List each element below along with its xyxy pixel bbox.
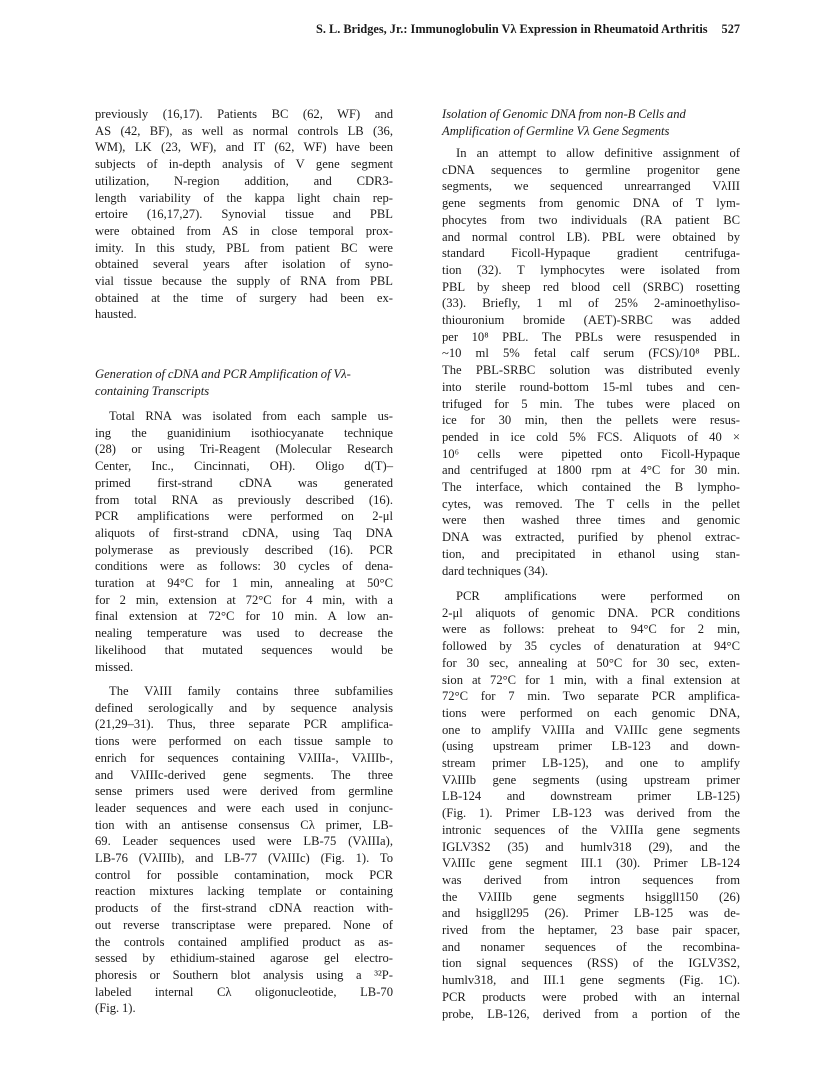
text-line: WM), LK (23, WF), and IT (62, WF) have been <box>95 140 393 155</box>
paragraph <box>95 683 393 1017</box>
text-line: AS (42, BF), as well as normal controls LB (36, <box>95 123 393 138</box>
text-line: VλIIIb gene segments (using upstream primer <box>442 772 740 787</box>
text-line: Total RNA was isolated from each sample us- <box>109 409 393 423</box>
text-line: were as follows: preheat to 94°C for 2 min, <box>442 622 740 637</box>
text-line: phocytes from two individuals (RA patient BC <box>442 212 740 227</box>
text-line: Generation of cDNA and PCR Amplification of Vλ- <box>95 367 351 381</box>
text-line: trifuged for 5 min. The tubes were placed on <box>442 396 740 411</box>
text-line: PBL by sheep red blood cell (SRBC) rosetting <box>442 279 740 294</box>
text-line: from total RNA as previously described (16). <box>95 492 393 507</box>
text-line: turation at 94°C for 1 min, annealing at 50°C <box>95 576 393 591</box>
text-line: containing Transcripts <box>95 383 210 398</box>
text-line: missed. <box>95 659 134 674</box>
text-line: likelihood that mutated sequences would be <box>95 642 393 657</box>
text-line: rived from the heptamer, 23 base pair spacer, <box>442 923 740 938</box>
text-line: reaction mixtures lacking template or containing <box>95 884 393 899</box>
text-line: per 10⁸ PBL. The PBLs were resuspended in <box>442 329 740 344</box>
section-heading <box>442 106 740 139</box>
text-line: In an attempt to allow definitive assignment of <box>456 146 740 160</box>
text-line: imity. In this study, PBL from patient BC were <box>95 240 393 255</box>
text-line: ertoire (16,17,27). Synovial tissue and PBL <box>95 207 393 222</box>
paragraph <box>95 408 393 675</box>
text-line: obtained at the time of surgery had been ex- <box>95 290 393 305</box>
text-line: conditions were as follows: 30 cycles of dena- <box>95 559 393 574</box>
text-line: pended in ice cold 5% FCS. Aliquots of 40 × <box>442 429 740 444</box>
text-line: vial tissue because the supply of RNA from PBL <box>95 274 393 289</box>
text-line: aliquots of first-strand cDNA, using Taq DNA <box>95 525 393 540</box>
text-line: (Fig. 1). Primer LB-123 was derived from the <box>442 806 740 821</box>
text-line: and hsiggll295 (26). Primer LB-125 was de- <box>442 906 740 921</box>
text-line: ing the guanidinium isothiocyanate technique <box>95 425 393 440</box>
text-line: and normal control LB). PBL were obtained by <box>442 229 740 244</box>
text-line: IGLV3S2 (35) and humlv318 (29), and the <box>442 839 740 854</box>
paragraph <box>95 106 393 323</box>
text-line: the VλIIIb gene segments hsiggll150 (26) <box>442 889 740 904</box>
text-line: tions were performed on each genomic DNA, <box>442 705 740 720</box>
text-line: tion, and precipitated in ethanol using stan- <box>442 546 740 561</box>
text-line: tion with an antisense consensus Cλ primer, LB- <box>95 817 393 832</box>
text-line: ice for 30 min, then the pellets were resus- <box>442 413 740 428</box>
text-line: sion at 72°C for 1 min, with a final extension at <box>442 672 740 687</box>
text-line: for 30 sec, annealing at 50°C for 30 sec, exten- <box>442 655 740 670</box>
text-line: into sterile round-bottom 15-ml tubes and cen- <box>442 379 740 394</box>
paragraph <box>442 145 740 579</box>
paragraph <box>442 588 740 1022</box>
text-line: gene segments from genomic DNA of T lym- <box>442 196 740 211</box>
text-line: The VλIII family contains three subfamilies <box>109 684 393 698</box>
text-line: dard techniques (34). <box>442 563 549 578</box>
text-line: products of the first-strand cDNA reaction with- <box>95 901 393 916</box>
text-line: segments, we sequenced unrearranged VλIII <box>442 179 740 194</box>
text-line: 72°C for 7 min. Two separate PCR amplifica- <box>442 689 740 704</box>
section-heading <box>95 366 393 399</box>
text-line: stream primer LB-125), and one to amplify <box>442 756 740 771</box>
text-line: PCR amplifications were performed on 2-μl <box>95 509 393 524</box>
text-line: (using upstream primer LB-123 and down- <box>442 739 740 754</box>
text-line: were then washed three times and genomic <box>442 513 740 528</box>
text-line: intronic sequences of the VλIIIa gene segments <box>442 822 740 837</box>
text-line: The interface, which contained the B lympho- <box>442 480 740 495</box>
text-line: PCR amplifications were performed on <box>456 589 740 603</box>
text-line: one to amplify VλIIIa and VλIIIc gene segments <box>442 722 740 737</box>
text-line: leader sequences and were each used in conjunc- <box>95 800 393 815</box>
text-line: standard Ficoll-Hypaque gradient centrifuga- <box>442 246 740 261</box>
text-line: were obtained from AS in close temporal prox- <box>95 223 393 238</box>
text-line: polymerase as previously described (16). PCR <box>95 542 393 557</box>
text-line: cytes, was removed. The T cells in the pellet <box>442 496 740 511</box>
running-header <box>180 22 740 37</box>
text-line: defined serologically and by sequence analysis <box>95 700 393 715</box>
text-line: final extension at 72°C for 10 min. A low an- <box>95 609 393 624</box>
text-line: thiouronium bromide (AET)-SRBC was added <box>442 313 740 328</box>
text-line: The PBL-SRBC solution was distributed evenly <box>442 363 740 378</box>
text-line: DNA was extracted, purified by phenol extrac- <box>442 530 740 545</box>
text-line: was derived from intron sequences from <box>442 872 740 887</box>
text-line: previously (16,17). Patients BC (62, WF) and <box>95 107 393 121</box>
text-line: Isolation of Genomic DNA from non-B Cells and <box>442 107 686 121</box>
running-title: S. L. Bridges, Jr.: Immunoglobulin Vλ Expression in Rheumatoid Arthritis <box>316 22 708 36</box>
text-line: PCR products were probed with an internal <box>442 989 740 1004</box>
text-line: (33). Briefly, 1 ml of 25% 2-aminoethyliso- <box>442 296 740 311</box>
text-line: and VλIIIc-derived gene segments. The three <box>95 767 393 782</box>
text-line: LB-124 and downstream primer LB-125) <box>442 789 740 804</box>
text-line: out reverse transcriptase were prepared. None of <box>95 917 393 932</box>
text-line: ~10 ml 5% fetal calf serum (FCS)/10⁸ PBL. <box>442 346 740 361</box>
text-line: LB-76 (VλIIIb), and LB-77 (VλIIIc) (Fig. 1). To <box>95 851 393 866</box>
text-line: utilization, N-region addition, and CDR3- <box>95 173 393 188</box>
text-line: Center, Inc., Cincinnati, OH). Oligo d(T)– <box>95 459 393 474</box>
text-line: 69. Leader sequences used were LB-75 (VλIIIa), <box>95 834 393 849</box>
text-line: obtained several years after isolation of syno- <box>95 257 393 272</box>
text-line: tion (32). T lymphocytes were isolated from <box>442 262 740 277</box>
text-line: length variability of the kappa light chain rep- <box>95 190 393 205</box>
text-line: cDNA sequences to germline progenitor gene <box>442 162 740 177</box>
text-line: (Fig. 1). <box>95 1001 136 1016</box>
text-line: sense primers used were derived from germline <box>95 784 393 799</box>
text-line: phoresis or Southern blot analysis using a ³²P- <box>95 967 393 982</box>
text-line: and centrifuged at 1800 rpm at 4°C for 30 min. <box>442 463 740 478</box>
text-line: enrich for sequences containing VλIIIa-, VλIIIb-, <box>95 750 393 765</box>
text-line: probe, LB-126, derived from a portion of the <box>442 1006 740 1021</box>
text-line: subjects of in-depth analysis of V gene segment <box>95 157 393 172</box>
text-line: tion signal sequences (RSS) of the IGLV3S2, <box>442 956 740 971</box>
text-line: for 2 min, extension at 72°C for 4 min, with a <box>95 592 393 607</box>
text-line: tions were performed on each tissue sample to <box>95 734 393 749</box>
text-line: hausted. <box>95 307 137 322</box>
text-line: primed first-strand cDNA was generated <box>95 475 393 490</box>
text-line: the controls contained amplified product as as- <box>95 934 393 949</box>
text-line: (21,29–31). Thus, three separate PCR amplifica- <box>95 717 393 732</box>
text-line: VλIIIc gene segment III.1 (30). Primer LB-124 <box>442 856 740 871</box>
text-line: humlv318, and III.1 gene segments (Fig. 1C). <box>442 973 740 988</box>
text-line: nealing temperature was used to decrease the <box>95 626 393 641</box>
text-line: 10⁶ cells were pipetted onto Ficoll-Hypaque <box>442 446 740 461</box>
page-number: 527 <box>721 22 740 36</box>
text-line: and nonamer sequences of the recombina- <box>442 939 740 954</box>
text-line: 2-μl aliquots of genomic DNA. PCR conditions <box>442 605 740 620</box>
text-line: Amplification of Germline Vλ Gene Segments <box>442 123 670 138</box>
text-line: labeled internal Cλ oligonucleotide, LB-70 <box>95 984 393 999</box>
text-line: (28) or using Tri-Reagent (Molecular Research <box>95 442 393 457</box>
text-line: control for possible contamination, mock PCR <box>95 867 393 882</box>
text-line: followed by 35 cycles of denaturation at 94°C <box>442 639 740 654</box>
text-line: sessed by ethidium-stained agarose gel electro- <box>95 951 393 966</box>
